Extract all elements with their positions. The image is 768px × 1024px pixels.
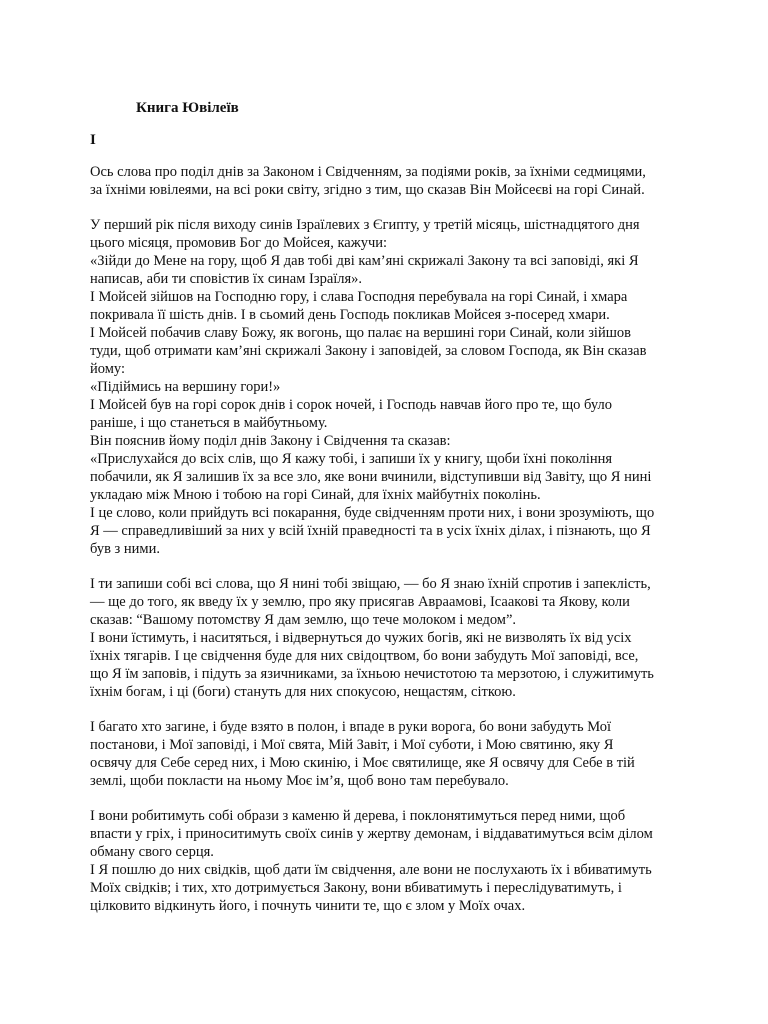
text-line: їхнім богам, і ці (боги) стануть для них спокусою, нещастям, сіткою. xyxy=(90,684,516,700)
document-page xyxy=(90,99,690,932)
text-line: І вони робитимуть собі образи з каменю й дерева, і поклонятимуться перед ними, щоб xyxy=(90,808,626,824)
text-line: за їхніми ювілеями, на всі роки світу, згідно з тим, що сказав Він Мойсеєві на горі Синай. xyxy=(90,182,645,198)
text-line: «Прислухайся до всіх слів, що Я кажу тобі, і запиши їх у книгу, щоби їхні покоління xyxy=(90,451,613,467)
text-line: «Зійди до Мене на гору, щоб Я дав тобі дві кам’яні скрижалі Закону та всі заповіді, які Я xyxy=(90,253,639,269)
text-line: побачили, як Я залишив їх за все зло, яке вони вчинили, відступивши від Завіту, що Я нині xyxy=(90,469,652,485)
text-line: землі, щоби покласти на ньому Моє ім’я, щоб воно там перебувало. xyxy=(90,773,509,789)
chapter-heading: I xyxy=(90,132,96,148)
text-line: впасти у гріх, і приноситимуть своїх синів у жертву демонам, і віддаватимуться всім ділом xyxy=(90,826,653,842)
text-line: освячу для Себе серед них, і Мою скинію, і Моє святилище, яке Я освячу для Себе в тій xyxy=(90,755,635,771)
paragraph xyxy=(90,807,690,915)
document-body xyxy=(90,163,690,915)
text-line: І Мойсей зійшов на Господню гору, і слава Господня перебувала на горі Синай, і хмара xyxy=(90,289,628,305)
text-line: Він пояснив йому поділ днів Закону і Свідчення та сказав: xyxy=(90,433,451,449)
text-line: цього місяця, промовив Бог до Мойсея, кажучи: xyxy=(90,235,388,251)
text-line: був з ними. xyxy=(90,541,160,557)
text-line: — ще до того, як введу їх у землю, про яку присягав Авраамові, Ісаакові та Якову, коли xyxy=(90,594,630,610)
text-line: покривала її шість днів. І в сьомий день Господь покликав Мойсея з-посеред хмари. xyxy=(90,307,610,323)
text-line: І це слово, коли прийдуть всі покарання, буде свідченням проти них, і вони зрозуміють, що xyxy=(90,505,655,521)
text-line: написав, аби ти сповістив їх синам Ізраїля». xyxy=(90,271,363,287)
text-line: І багато хто загине, і буде взято в полон, і впаде в руки ворога, бо вони забудуть Мої xyxy=(90,719,612,735)
paragraph xyxy=(90,575,690,701)
paragraph xyxy=(90,718,690,790)
text-line: йому: xyxy=(90,361,125,377)
text-line: що Я їм заповів, і підуть за язичниками, за їхньою нечистотою та мерзотою, і служитимуть xyxy=(90,666,654,682)
text-line: І Я пошлю до них свідків, щоб дати їм свідчення, але вони не послухають їх і вбиватимуть xyxy=(90,862,652,878)
text-line: сказав: “Вашому потомству Я дам землю, що тече молоком і медом”. xyxy=(90,612,517,628)
document-title: Книга Ювілеїв xyxy=(136,100,239,116)
text-line: У перший рік після виходу синів Ізраїлевих з Єгипту, у третій місяць, шістнадцятого дня xyxy=(90,217,640,233)
text-line: Я — справедливіший за них у всій їхній праведності та в усіх їхніх ділах, і пізнають, що Я xyxy=(90,523,651,539)
text-line: Ось слова про поділ днів за Законом і Свідченням, за подіями років, за їхніми седмицями, xyxy=(90,164,646,180)
text-line: туди, щоб отримати кам’яні скрижалі Закону і заповідей, за словом Господа, як Він сказав xyxy=(90,343,647,359)
text-line: І Мойсей був на горі сорок днів і сорок ночей, і Господь навчав його про те, що було xyxy=(90,397,612,413)
text-line: раніше, і що станеться в майбутньому. xyxy=(90,415,328,431)
text-line: І ти запиши собі всі слова, що Я нині тобі звіщаю, — бо Я знаю їхній спротив і запеклість, xyxy=(90,576,651,592)
text-line: укладаю між Мною і тобою на горі Синай, для їхніх майбутніх поколінь. xyxy=(90,487,541,503)
paragraph xyxy=(90,163,690,199)
text-line: обману свого серця. xyxy=(90,844,214,860)
text-line: «Підіймись на вершину гори!» xyxy=(90,379,281,395)
paragraph xyxy=(90,216,690,558)
text-line: І Мойсей побачив славу Божу, як вогонь, що палає на вершині гори Синай, коли зійшов xyxy=(90,325,631,341)
text-line: І вони їстимуть, і наситяться, і відвернуться до чужих богів, які не визволять їх від усіх xyxy=(90,630,632,646)
text-line: постанови, і Мої заповіді, і Мої свята, Мій Завіт, і Мої суботи, і Мою святиню, яку Я xyxy=(90,737,614,753)
text-line: їхніх тягарів. І це свідчення буде для них свідоцтвом, бо вони забудуть Мої заповіді, все, xyxy=(90,648,639,664)
text-line: цілковито відкинуть його, і почнуть чинити те, що є злом у Моїх очах. xyxy=(90,898,526,914)
text-line: Моїх свідків; і тих, хто дотримується Закону, вони вбиватимуть і переслідуватимуть, і xyxy=(90,880,622,896)
